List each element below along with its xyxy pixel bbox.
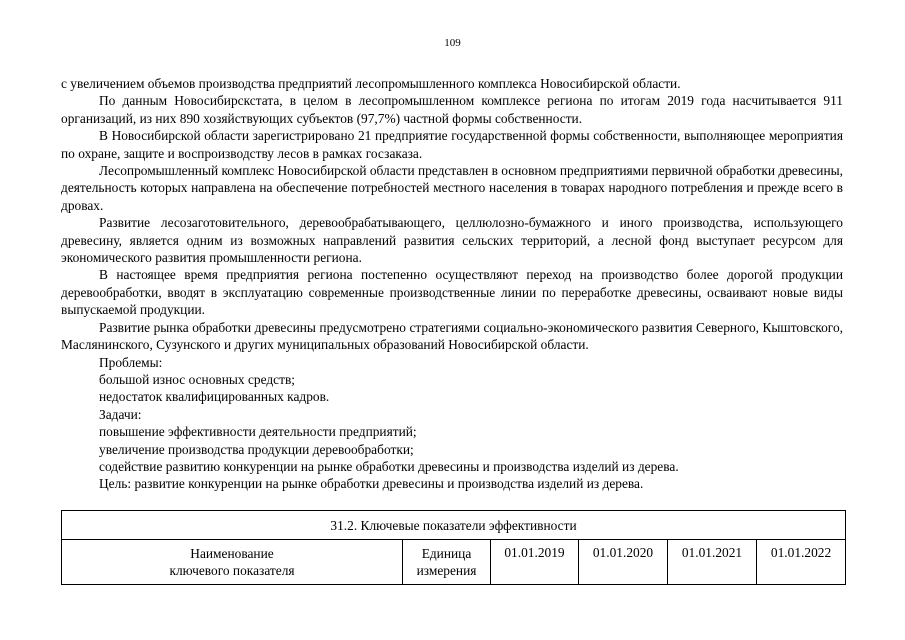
- header-indicator-name-line2: ключевого показателя: [169, 563, 295, 578]
- paragraph: с увеличением объемов производства предприятий лесопромышленного комплекса Новосибирской области.: [61, 76, 681, 91]
- table-title-row: [62, 511, 846, 540]
- list-item: увеличение производства продукции деревообработки;: [99, 441, 414, 457]
- list-item: недостаток квалифицированных кадров.: [99, 389, 330, 405]
- list-item: Задачи:: [99, 406, 142, 422]
- paragraph: Развитие лесозаготовительного, деревообрабатывающего, целлюлозно-бумажного и иного производства, использующего древесину, является одним из возможных направлений развития сельских территорий, а лесной фонд выступает ресурсом для экономического развития промышленности региона.: [61, 215, 843, 266]
- paragraph: Лесопромышленный комплекс Новосибирской области представлен в основном предприятиями первичной обработки древесины, деятельность которых направлена на обеспечение потребностей местного населения в товарах народного потребления и прежде всего в дровах.: [61, 163, 843, 213]
- list-item: содействие развитию конкуренции на рынке обработки древесины и производства изделий из дерева.: [99, 458, 679, 474]
- table-title: 31.2. Ключевые показатели эффективности: [62, 511, 846, 540]
- list-item: большой износ основных средств;: [99, 371, 296, 387]
- table-header-row: [62, 540, 846, 585]
- list-item: Цель: развитие конкуренции на рынке обработки древесины и производства изделий из дерева.: [99, 476, 644, 492]
- header-indicator-name: [62, 540, 403, 585]
- indicators-table: [61, 510, 846, 585]
- paragraph: В настоящее время предприятия региона постепенно осуществляют переход на производство более дорогой продукции деревообработки, вводят в эксплуатацию современные производственные линии по переработке древесины, осваивают новые виды выпускаемой продукции.: [61, 267, 843, 318]
- body-text: [61, 75, 843, 493]
- header-date-2020: 01.01.2020: [579, 540, 668, 585]
- paragraph: Развитие рынка обработки древесины предусмотрено стратегиями социально-экономического развития Северного, Кыштовского, Маслянинского, Сузунского и других муниципальных образований Новосибирской области.: [61, 319, 843, 353]
- header-unit: [403, 540, 491, 585]
- list-item: повышение эффективности деятельности предприятий;: [99, 424, 417, 440]
- list-item: Проблемы:: [99, 354, 163, 370]
- page-number: 109: [444, 37, 461, 49]
- header-date-2019: 01.01.2019: [491, 540, 579, 585]
- header-date-2021: 01.01.2021: [668, 540, 757, 585]
- header-indicator-name-line1: Наименование: [190, 546, 274, 561]
- header-unit-line2: измерения: [416, 563, 477, 578]
- header-date-2022: 01.01.2022: [757, 540, 846, 585]
- header-unit-line1: Единица: [421, 546, 472, 561]
- paragraph: По данным Новосибирскстата, в целом в лесопромышленном комплексе региона по итогам 2019 года насчитывается 911 организаций, из них 890 хозяйствующих субъектов (97,7%) частной формы собственности.: [61, 93, 843, 126]
- paragraph: В Новосибирской области зарегистрировано 21 предприятие государственной формы собственности, выполняющее мероприятия по охране, защите и воспроизводству лесов в рамках госзаказа.: [61, 128, 843, 161]
